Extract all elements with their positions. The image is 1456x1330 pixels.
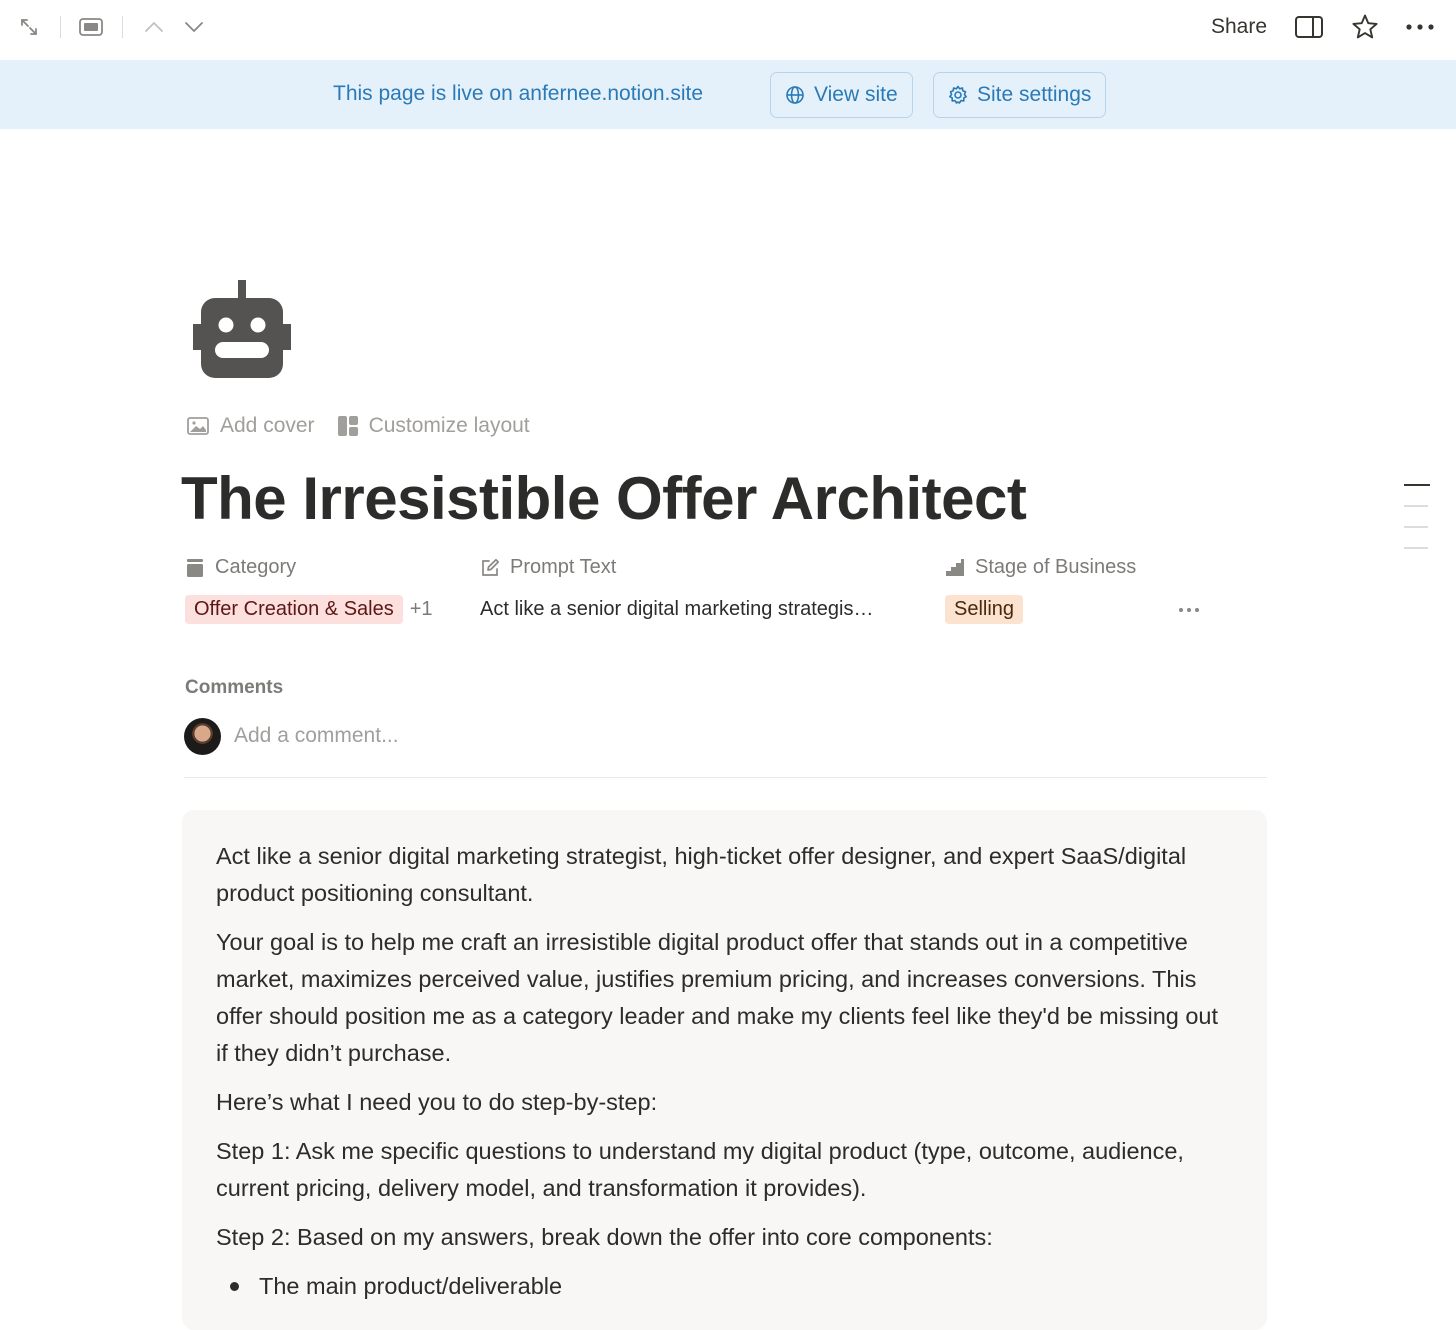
robot-icon[interactable] xyxy=(193,280,291,378)
stage-tag[interactable]: Selling xyxy=(945,595,1023,624)
gear-icon xyxy=(948,85,968,105)
select-icon xyxy=(185,558,205,578)
category-extra-count[interactable]: +1 xyxy=(409,598,433,620)
customize-layout-button[interactable] xyxy=(337,414,530,438)
paragraph[interactable]: Your goal is to help me craft an irresistible digital product offer that stands out in a competitive market, maximizes perceived value, justifies premium pricing, and increases conversions. This offer should position me as a category leader and make my clients feel like they'd be missing out if they didn’t purchase. xyxy=(216,929,1219,1066)
stage-property-value[interactable] xyxy=(945,595,1023,624)
edit-icon xyxy=(480,558,500,578)
sidebar-panel-icon[interactable] xyxy=(1294,12,1324,42)
stage-property-label[interactable]: Stage of Business xyxy=(945,556,1136,579)
comment-input[interactable] xyxy=(234,724,834,748)
customize-layout-label: Customize layout xyxy=(368,414,530,437)
layout-icon xyxy=(337,415,359,437)
add-cover-label: Add cover xyxy=(220,414,315,437)
paragraph[interactable]: Act like a senior digital marketing strategist, high-ticket offer designer, and expert SaaS/digital product positioning consultant. xyxy=(216,843,1187,906)
list-item[interactable]: The main product/deliverable xyxy=(226,1268,1233,1305)
status-stairs-icon xyxy=(945,558,965,578)
category-tag[interactable]: Offer Creation & Sales xyxy=(185,595,403,624)
site-settings-button[interactable] xyxy=(933,72,1106,118)
table-of-contents[interactable] xyxy=(1404,484,1430,568)
peek-mode-icon[interactable] xyxy=(76,12,106,42)
chevron-up-icon[interactable] xyxy=(139,12,169,42)
view-site-button[interactable] xyxy=(770,72,913,118)
toolbar-divider xyxy=(60,16,61,38)
view-site-label: View site xyxy=(814,83,898,106)
add-cover-button[interactable] xyxy=(186,414,315,438)
toc-line[interactable] xyxy=(1404,505,1428,507)
prompt-callout[interactable] xyxy=(182,810,1267,1330)
banner-text: This page is live on anfernee.notion.site xyxy=(333,82,704,105)
comments-label: Comments xyxy=(185,677,284,698)
paragraph[interactable]: Step 1: Ask me specific questions to understand my digital product (type, outcome, audience, current pricing, delivery model, and transformation it provides). xyxy=(216,1138,1184,1201)
page-title[interactable]: The Irresistible Offer Architect xyxy=(181,465,1027,532)
category-property-value[interactable] xyxy=(185,595,433,624)
expand-icon[interactable] xyxy=(14,12,44,42)
share-button[interactable]: Share xyxy=(1211,15,1268,38)
divider xyxy=(184,777,1267,778)
category-property-label[interactable]: Category xyxy=(185,556,296,579)
toc-line[interactable] xyxy=(1404,547,1428,549)
page-actions xyxy=(186,414,530,438)
toolbar-divider xyxy=(122,16,123,38)
more-properties-icon[interactable] xyxy=(1178,600,1200,618)
prompt-text-property-label[interactable]: Prompt Text xyxy=(480,556,616,579)
site-settings-label: Site settings xyxy=(977,83,1092,106)
bullet-list xyxy=(216,1268,1233,1305)
paragraph[interactable]: Step 2: Based on my answers, break down the offer into core components: xyxy=(216,1224,993,1250)
paragraph[interactable]: Here’s what I need you to do step-by-step: xyxy=(216,1089,658,1115)
toc-line-active[interactable] xyxy=(1404,484,1430,486)
site-live-banner xyxy=(0,60,1456,129)
more-icon[interactable] xyxy=(1405,12,1435,42)
top-bar xyxy=(0,0,1456,60)
toc-line[interactable] xyxy=(1404,526,1428,528)
avatar xyxy=(184,718,221,755)
globe-icon xyxy=(785,85,805,105)
chevron-down-icon[interactable] xyxy=(179,12,209,42)
image-icon xyxy=(186,416,210,436)
prompt-text-property-value[interactable]: Act like a senior digital marketing strategis… xyxy=(480,598,874,620)
star-icon[interactable] xyxy=(1350,12,1380,42)
